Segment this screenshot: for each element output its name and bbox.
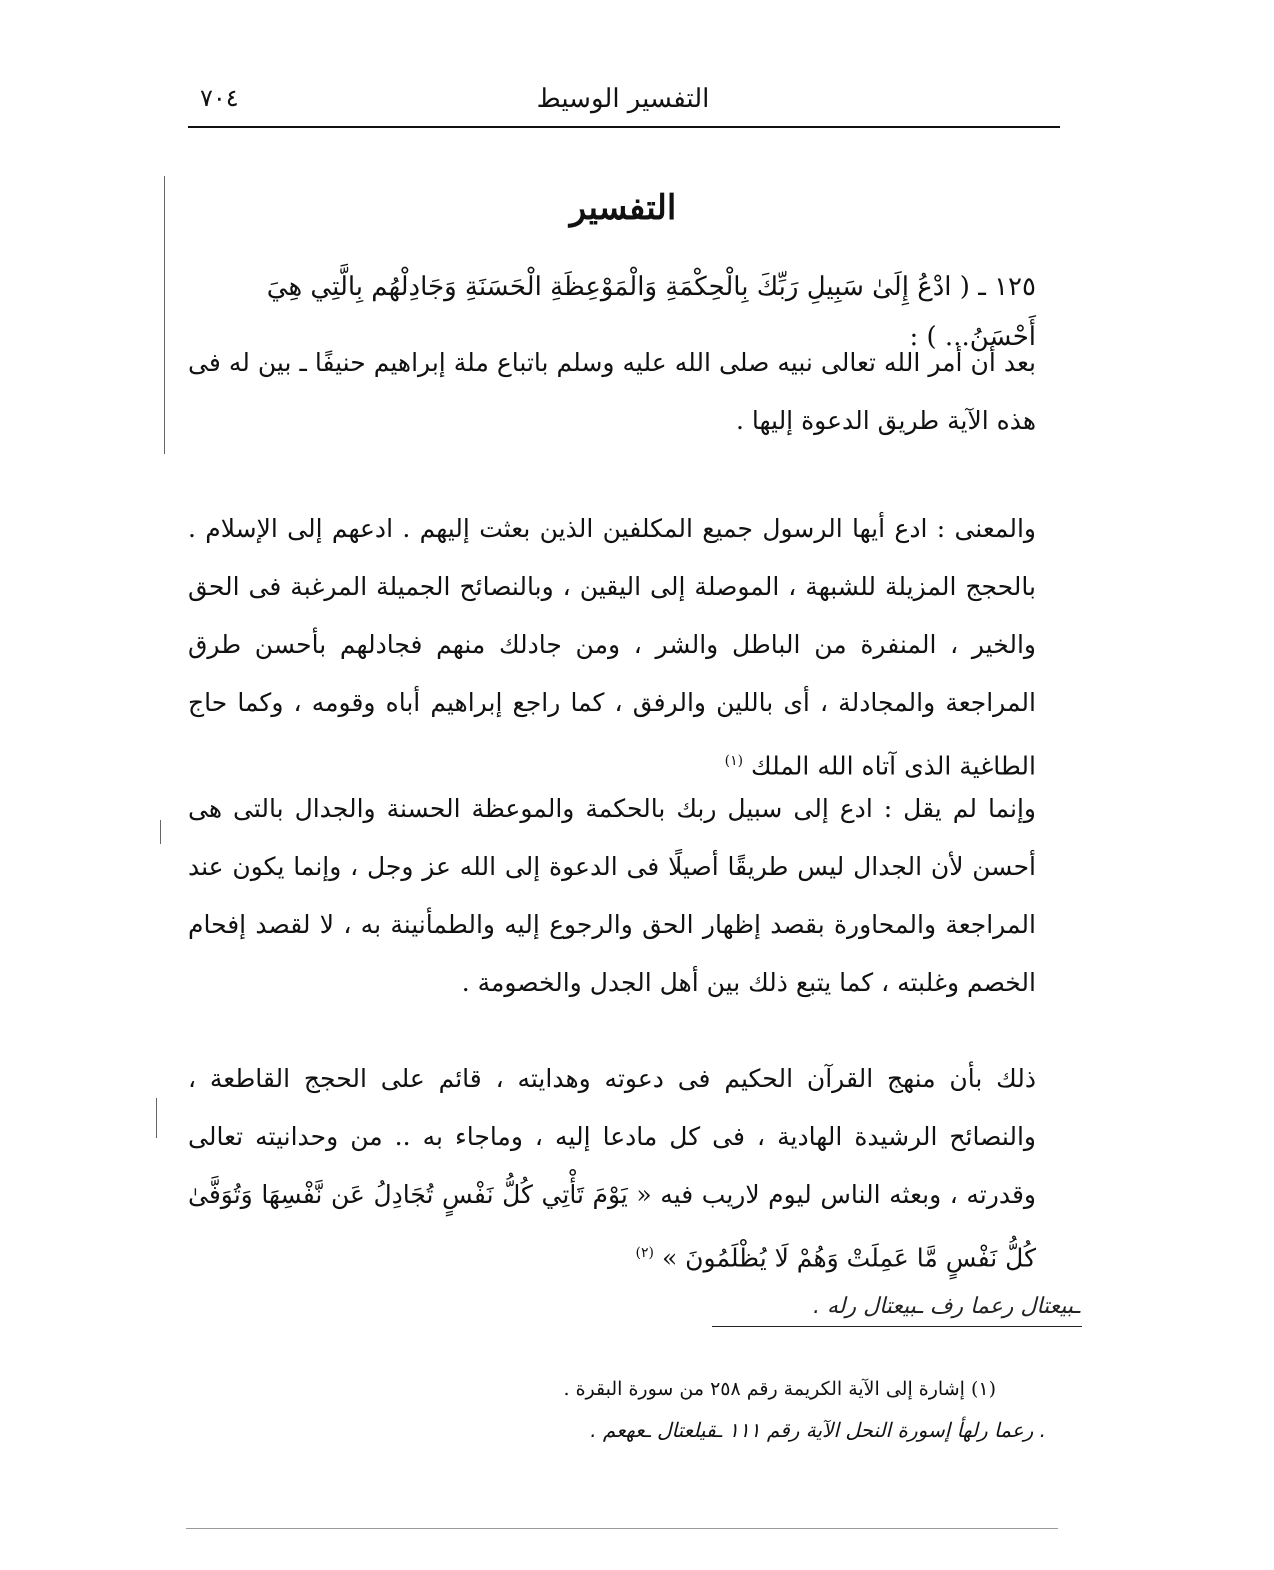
footnote-separator [712,1326,1082,1327]
margin-line-top [164,176,165,454]
paragraph-text: وإنما لم يقل : ادع إلى سبيل ربك بالحكمة والموعظة الحسنة والجدال بالتى هى أحسن لأن الجدال ليس طريقًا أصيلًا فى الدعوة إلى الله عز وجل ، وإنما يكون عند المراجعة والمحاورة بقصد إظهار الحق والرجوع إليه والطمأنينة به ، لا لقصد إفحام الخصم وغلبته ، كما يتبع ذلك بين أهل الجدل والخصومة . [188,794,1036,997]
page-header [188,78,1058,124]
paragraph-quran-method [188,1050,1036,1287]
footnote-1: (١) إشارة إلى الآية الكريمة رقم ٢٥٨ من سورة البقرة . [563,1378,996,1400]
section-title: التفسير [569,188,677,228]
margin-line-lower [156,1098,157,1138]
running-title: التفسير الوسيط [536,84,710,114]
paragraph-intro [188,334,1036,450]
paragraph-text: والمعنى : ادع أيها الرسول جميع المكلفين الذين بعثت إليهم . ادعهم إلى الإسلام . بالحجج المزيلة للشبهة ، الموصلة إلى اليقين ، وبالنصائح الجميلة المرغبة فى الحق والخير ، المنفرة من الباطل والشر ، ومن جادلك منهم فجادلهم بأحسن طرق المراجعة والمجادلة ، أى باللين والرفق ، كما راجع إبراهيم أباه وقومه ، وكما حاج الطاغية الذى آتاه الله الملك [188,514,1036,781]
footnote-mark: (٢) [635,1245,654,1261]
footnote-mark: (١) [724,753,744,769]
paragraph-meaning [188,500,1036,795]
footnote-2-handwritten: . رعما رلهأ إسورة النحل الآية رقم ١١١ ـقيلعتال ـعهعم . [590,1418,1046,1442]
page-number: ٧٠٤ [200,84,239,112]
paragraph-text: بعد أن أمر الله تعالى نبيه صلى الله عليه وسلم باتباع ملة إبراهيم حنيفًا ـ بين له فى هذه الآية طريق الدعوة إليها . [188,348,1036,435]
bottom-rule [186,1528,1058,1529]
paragraph-explanation [188,780,1036,1012]
verse-heading: ١٢٥ ـ ( ادْعُ إِلَىٰ سَبِيلِ رَبِّكَ بِالْحِكْمَةِ وَالْمَوْعِظَةِ الْحَسَنَةِ وَجَادِلْهُم بِالَّتِي هِيَ أَحْسَنُ... ) : [266,272,1036,352]
handwritten-note: ـبيعتال رعما رف ـبيعتال رله . [812,1294,1080,1319]
paragraph-text: ذلك بأن منهج القرآن الحكيم فى دعوته وهدايته ، قائم على الحجج القاطعة ، والنصائح الرشيدة الهادية ، فى كل مادعا إليه ، وماجاء به .. من وحدانيته تعالى وقدرته ، وبعثه الناس ليوم لاريب فيه « يَوْمَ تَأْتِي كُلُّ نَفْسٍ تُجَادِلُ عَن نَّفْسِهَا وَتُوَفَّىٰ كُلُّ نَفْسٍ مَّا عَمِلَتْ وَهُمْ لَا يُظْلَمُونَ » [188,1064,1036,1273]
margin-line-middle [160,820,161,844]
header-rule [188,126,1060,128]
